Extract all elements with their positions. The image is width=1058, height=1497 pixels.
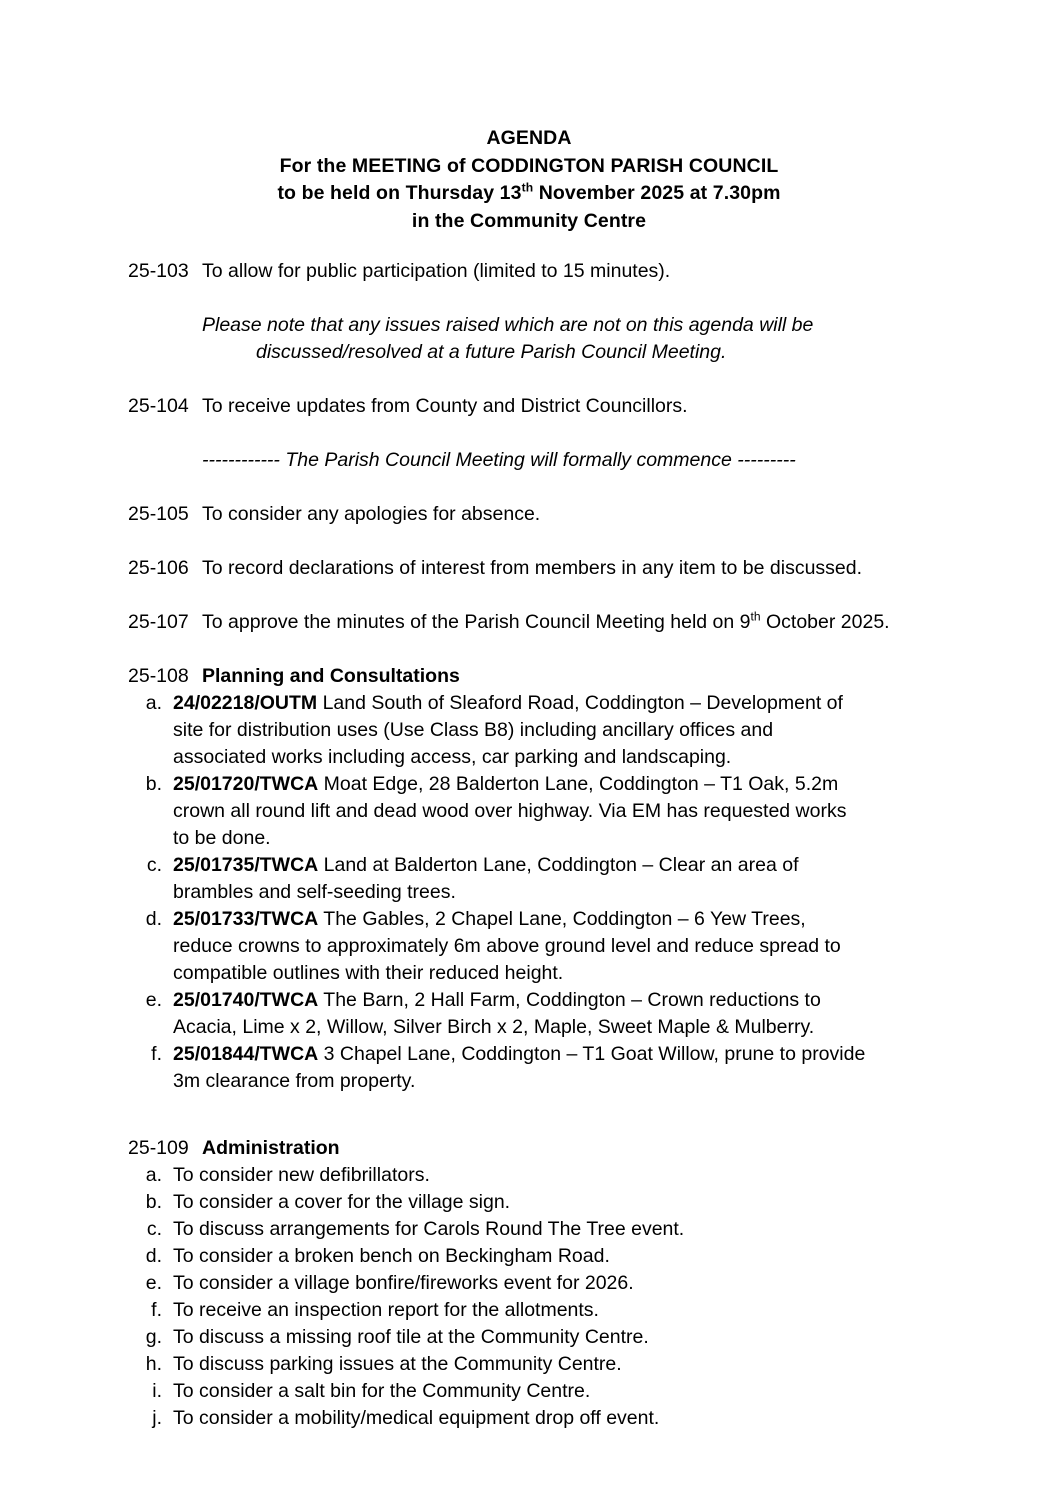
list-item bbox=[128, 1216, 866, 1243]
minutes-date-pre: To approve the minutes of the Parish Council Meeting held on 9 bbox=[202, 611, 751, 633]
list-item bbox=[128, 1324, 866, 1351]
agenda-item-ref: 25-108 bbox=[128, 665, 189, 687]
list-item-text bbox=[173, 1041, 866, 1095]
agenda-item-text: To consider any apologies for absence. bbox=[202, 503, 541, 525]
list-item bbox=[128, 1351, 866, 1378]
planning-reference: 24/02218/OUTM bbox=[173, 692, 318, 714]
list-item-marker: h. bbox=[145, 1353, 162, 1375]
agenda-item-ref: 25-107 bbox=[128, 611, 189, 633]
list-item-marker: d. bbox=[145, 908, 162, 930]
planning-reference: 25/01733/TWCA bbox=[173, 908, 319, 930]
list-item-text: To consider a broken bench on Beckingham Road. bbox=[173, 1245, 610, 1267]
list-item-marker: c. bbox=[146, 1218, 162, 1240]
planning-description: Land at Balderton Lane, Coddington – Clear an area of brambles and self-seeding trees. bbox=[173, 854, 799, 903]
list-item-marker: f. bbox=[151, 1043, 162, 1065]
planning-applications-list bbox=[128, 690, 866, 1095]
list-item-text: To discuss parking issues at the Community Centre. bbox=[173, 1353, 622, 1375]
list-item-marker: f. bbox=[151, 1299, 162, 1321]
agenda-item-25-107 bbox=[128, 609, 938, 636]
agenda-item-text: To allow for public participation (limited to 15 minutes). bbox=[202, 260, 671, 282]
list-item-text: To discuss arrangements for Carols Round The Tree event. bbox=[173, 1218, 685, 1240]
list-item-text: To consider a salt bin for the Community Centre. bbox=[173, 1380, 591, 1402]
agenda-item-25-109 bbox=[128, 1135, 938, 1162]
minutes-date-ordinal-suffix: th bbox=[750, 609, 761, 624]
list-item bbox=[128, 1189, 866, 1216]
spacer bbox=[128, 1095, 938, 1122]
list-item-text bbox=[173, 771, 866, 852]
list-item bbox=[128, 1405, 866, 1432]
list-item-text bbox=[173, 852, 866, 906]
list-item-text: To consider a village bonfire/fireworks event for 2026. bbox=[173, 1272, 634, 1294]
list-item bbox=[128, 1041, 866, 1095]
list-item-marker: a. bbox=[145, 1164, 162, 1186]
spacer bbox=[128, 1122, 938, 1135]
agenda-body bbox=[128, 258, 938, 1432]
list-item-text bbox=[173, 690, 866, 771]
planning-description: Moat Edge, 28 Balderton Lane, Coddington – T1 Oak, 5.2m crown all round lift and dead wood over highway. Via EM has requested works to be done. bbox=[173, 773, 847, 849]
list-item bbox=[128, 1162, 866, 1189]
agenda-item-25-106 bbox=[128, 555, 938, 582]
agenda-item-ref: 25-104 bbox=[128, 395, 189, 417]
planning-reference: 25/01720/TWCA bbox=[173, 773, 319, 795]
list-item bbox=[128, 1297, 866, 1324]
spacer bbox=[128, 285, 938, 312]
list-item bbox=[128, 852, 866, 906]
agenda-item-25-103 bbox=[128, 258, 938, 285]
spacer bbox=[128, 582, 938, 609]
list-item-text: To discuss a missing roof tile at the Community Centre. bbox=[173, 1326, 649, 1348]
list-item-text: To consider a cover for the village sign. bbox=[173, 1191, 511, 1213]
planning-reference: 25/01735/TWCA bbox=[173, 854, 319, 876]
list-item bbox=[128, 1378, 866, 1405]
list-item bbox=[128, 771, 866, 852]
agenda-item-25-108 bbox=[128, 663, 938, 690]
header-date-ordinal-suffix: th bbox=[521, 180, 534, 195]
spacer bbox=[128, 474, 938, 501]
planning-description: The Barn, 2 Hall Farm, Coddington – Crown reductions to Acacia, Lime x 2, Willow, Silver Birch x 2, Maple, Sweet Maple & Mulberry. bbox=[173, 989, 821, 1038]
header-meeting-line: For the MEETING of CODDINGTON PARISH COUNCIL bbox=[279, 154, 779, 177]
spacer bbox=[128, 420, 938, 447]
list-item-marker: e. bbox=[145, 989, 162, 1011]
agenda-item-text bbox=[202, 609, 938, 636]
list-item-marker: b. bbox=[145, 773, 162, 795]
list-item bbox=[128, 1243, 866, 1270]
list-item-text: To consider a mobility/medical equipment drop off event. bbox=[173, 1407, 660, 1429]
header-venue-line: in the Community Centre bbox=[411, 209, 647, 232]
agenda-item-25-105 bbox=[128, 501, 938, 528]
note-line-1: Please note that any issues raised which are not on this agenda will be bbox=[202, 314, 814, 336]
agenda-item-25-104 bbox=[128, 393, 938, 420]
list-item-marker: a. bbox=[145, 692, 162, 714]
planning-reference: 25/01740/TWCA bbox=[173, 989, 319, 1011]
spacer bbox=[128, 528, 938, 555]
list-item-text bbox=[173, 906, 866, 987]
list-item-marker: d. bbox=[145, 1245, 162, 1267]
spacer bbox=[128, 636, 938, 663]
agenda-section-title-planning: Planning and Consultations bbox=[202, 665, 460, 687]
list-item-text bbox=[173, 987, 866, 1041]
list-item-marker: b. bbox=[145, 1191, 162, 1213]
list-item-text: To receive an inspection report for the allotments. bbox=[173, 1299, 599, 1321]
document-header bbox=[0, 125, 1058, 235]
list-item-marker: c. bbox=[146, 854, 162, 876]
header-date-post: November 2025 at 7.30pm bbox=[533, 182, 781, 204]
list-item bbox=[128, 906, 866, 987]
agenda-item-text: To receive updates from County and District Councillors. bbox=[202, 395, 688, 417]
planning-description: Land South of Sleaford Road, Coddington – Development of site for distribution uses (Use Class B8) including ancillary offices and associated works including access, car parking and landscaping. bbox=[173, 692, 843, 768]
administration-items-list bbox=[128, 1162, 866, 1432]
list-item bbox=[128, 690, 866, 771]
planning-reference: 25/01844/TWCA bbox=[173, 1043, 319, 1065]
list-item-text: To consider new defibrillators. bbox=[173, 1164, 430, 1186]
agenda-item-ref: 25-105 bbox=[128, 503, 189, 525]
agenda-item-ref: 25-103 bbox=[128, 260, 189, 282]
agenda-item-text: To record declarations of interest from members in any item to be discussed. bbox=[202, 557, 863, 579]
list-item bbox=[128, 1270, 866, 1297]
planning-description: 3 Chapel Lane, Coddington – T1 Goat Willow, prune to provide 3m clearance from property. bbox=[173, 1043, 866, 1092]
list-item bbox=[128, 987, 866, 1041]
meeting-commence-divider: ------------ The Parish Council Meeting will formally commence --------- bbox=[202, 449, 796, 471]
header-title-agenda: AGENDA bbox=[486, 127, 572, 149]
list-item-marker: i. bbox=[152, 1380, 162, 1402]
list-item-marker: e. bbox=[145, 1272, 162, 1294]
list-item-marker: g. bbox=[145, 1326, 162, 1348]
note-line-2: discussed/resolved at a future Parish Council Meeting. bbox=[256, 341, 727, 363]
list-item-marker: j. bbox=[152, 1407, 162, 1429]
header-date-pre: to be held on Thursday 13 bbox=[277, 182, 522, 204]
agenda-item-ref: 25-109 bbox=[128, 1137, 189, 1159]
planning-description: The Gables, 2 Chapel Lane, Coddington – 6 Yew Trees, reduce crowns to approximately 6m above ground level and reduce spread to compatible outlines with their reduced height. bbox=[173, 908, 841, 984]
header-datetime-line bbox=[0, 180, 1058, 208]
spacer bbox=[128, 366, 938, 393]
agenda-section-title-administration: Administration bbox=[202, 1137, 340, 1159]
agenda-item-ref: 25-106 bbox=[128, 557, 189, 579]
minutes-date-post: October 2025. bbox=[760, 611, 890, 633]
public-participation-note bbox=[202, 312, 862, 366]
